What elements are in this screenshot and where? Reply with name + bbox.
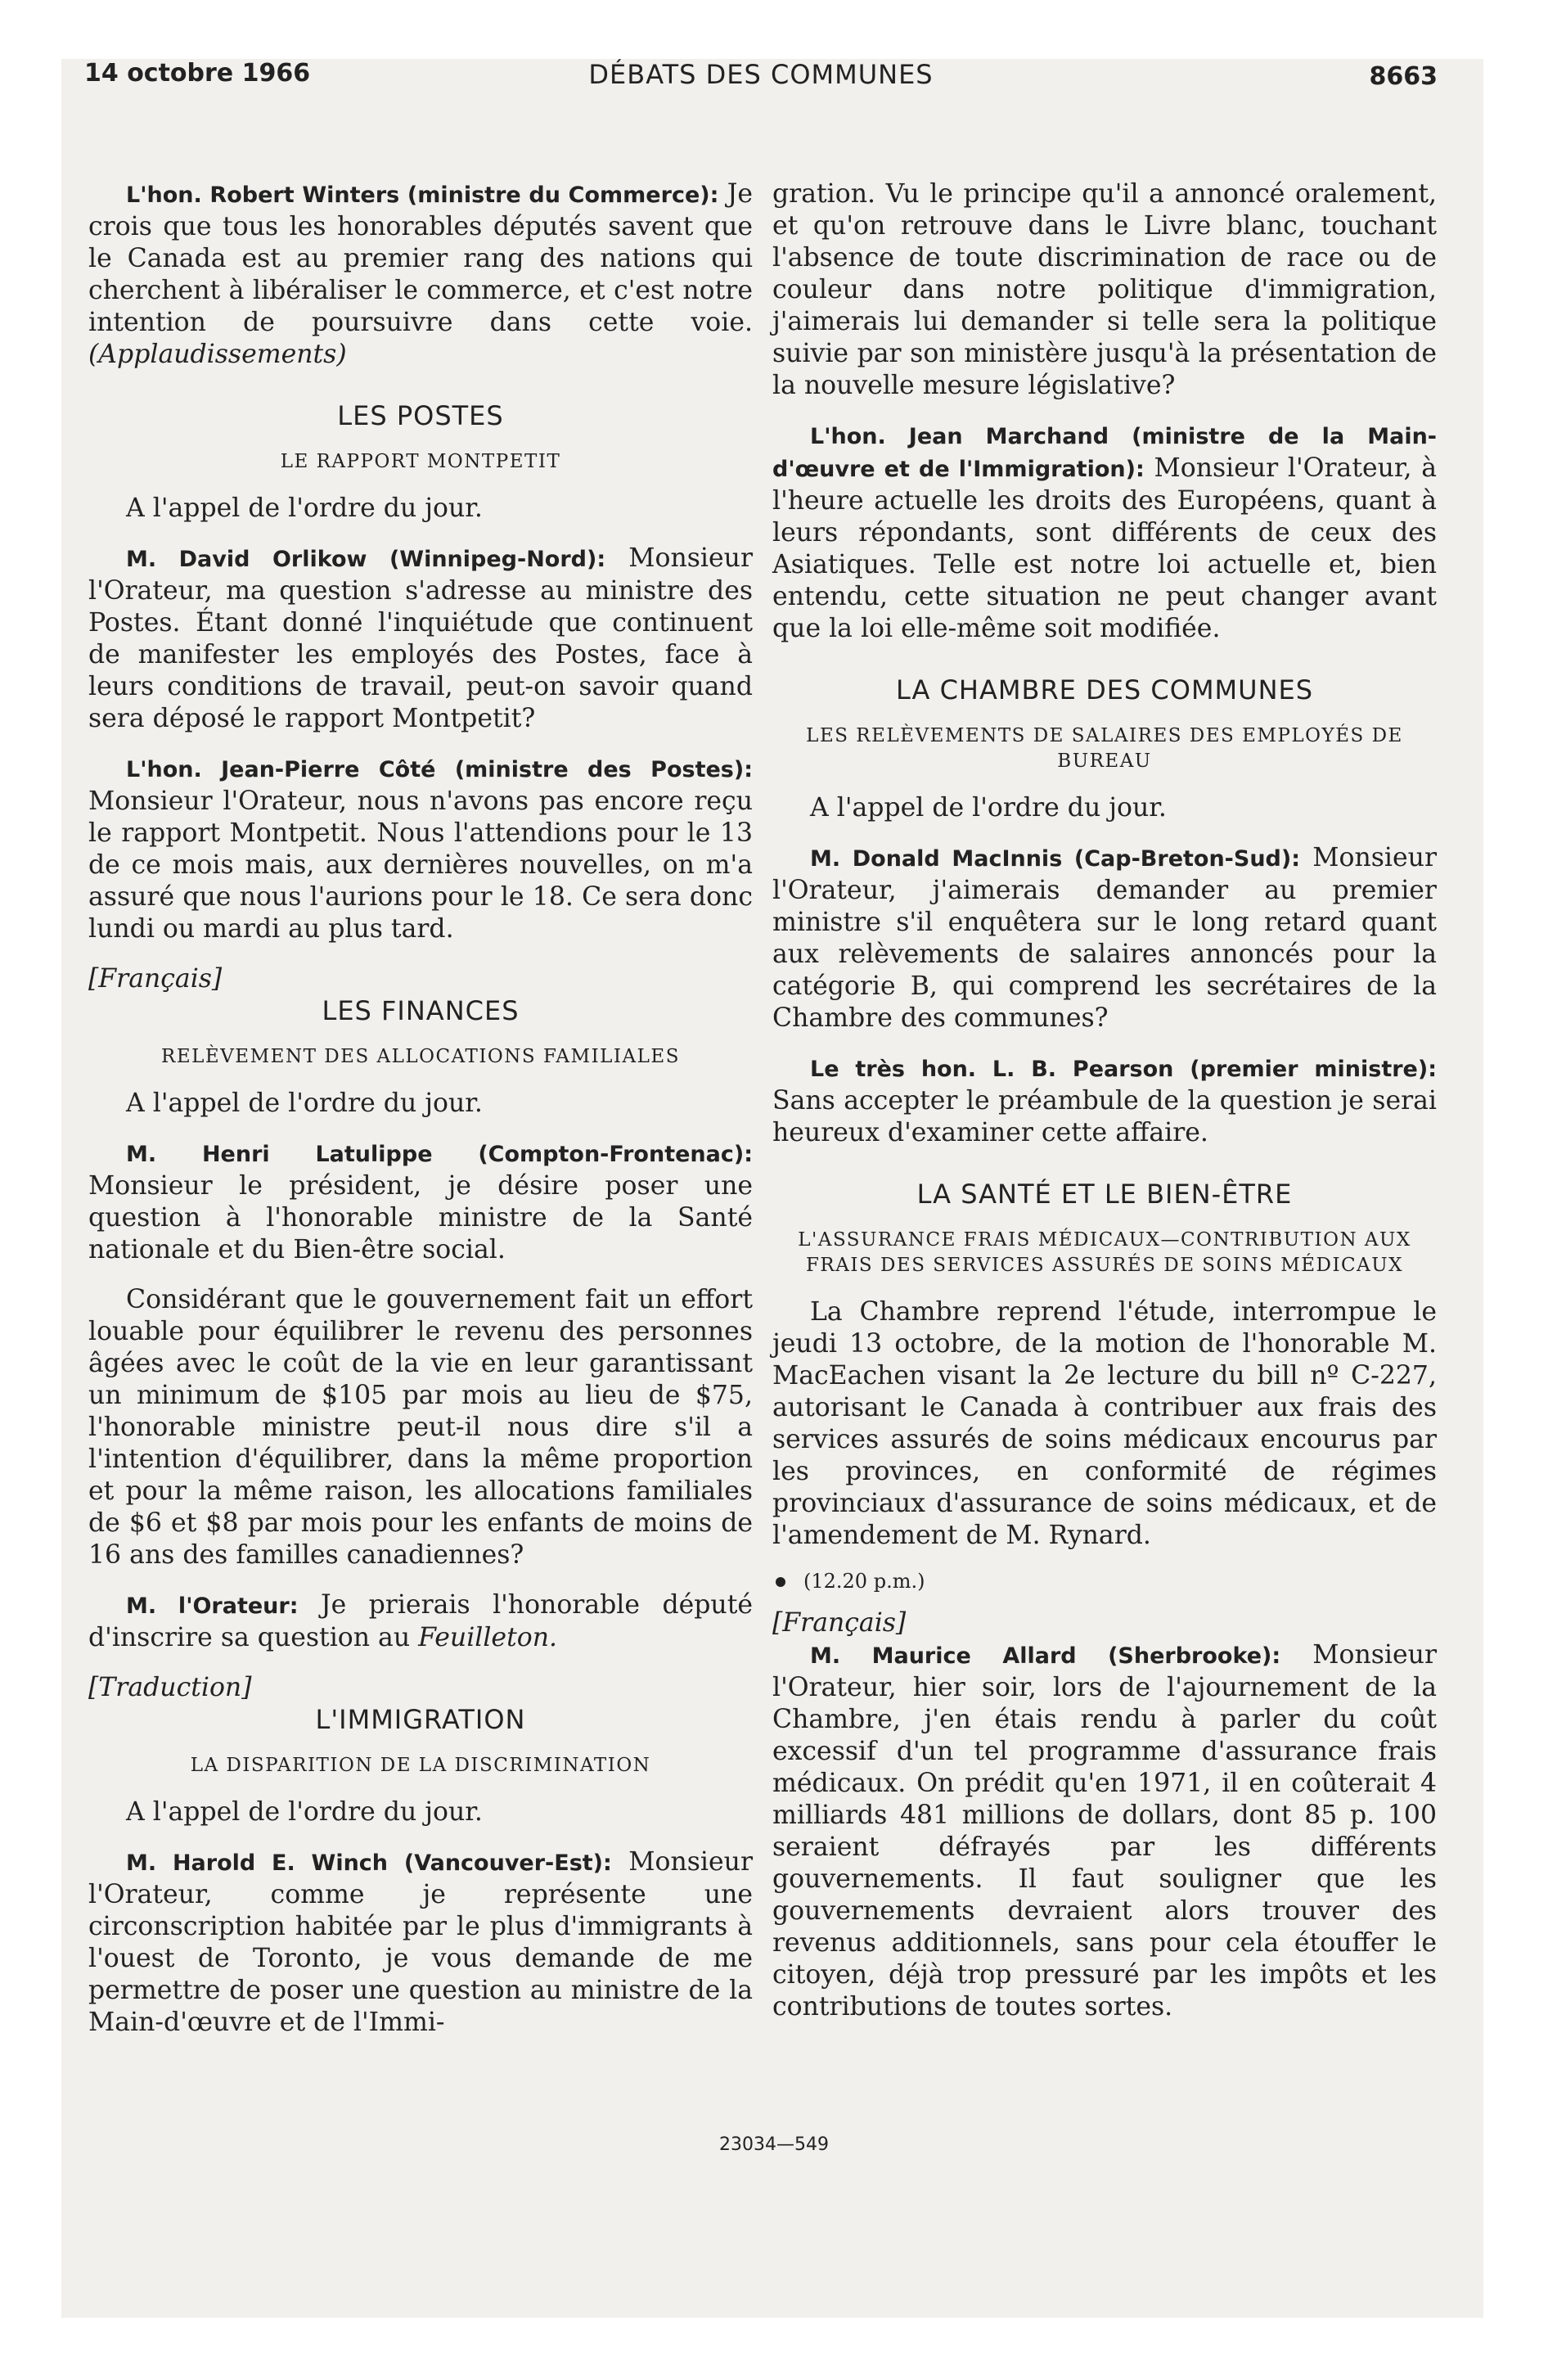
paragraph [88,1138,753,1266]
paragraph-text: Je crois que tous les honorables députés savent que le Canada est au premier rang des nations qui cherchent à libéraliser le commerce, et c'est notre intention de poursuivre dans cette voie. [88,179,754,337]
paragraph [772,842,1437,1034]
order-of-day: A l'appel de l'ordre du jour. [810,793,1167,823]
left-column [88,178,753,2057]
paragraph-text: Monsieur le président, je désire poser une question à l'honorable ministre de la Santé nationale et du Bien-être social. [88,1171,753,1264]
paragraph-text: Monsieur l'Orateur, j'aimerais demander au premier ministre s'il enquêtera sur le long retard quant aux relèvements de salaires annoncés pour la catégorie B, qui comprend les secrétaires de la Chambre des communes? [772,843,1437,1033]
paragraph [772,1639,1437,2023]
paragraph [772,420,1437,645]
order-of-day: A l'appel de l'ordre du jour. [126,1089,483,1118]
feuilleton-ref: Feuilleton. [418,1623,557,1652]
paragraph [88,1846,753,2039]
paragraph: La Chambre reprend l'étude, interrompue le jeudi 13 octobre, de la motion de l'honorable M. MacEachen visant la 2e lecture du bill nº C-227, autorisant le Canada à contribuer aux frais des services assurés de soins médicaux encourus par les provinces, en conformité de régimes provinciaux d'assurance de soins médicaux, et de l'amendement de M. Rynard. [772,1297,1437,1550]
language-tag-francais: [Français] [88,964,223,994]
applause-note: (Applaudissements) [88,340,347,369]
subheading-rapport-montpetit: LE RAPPORT MONTPETIT [280,451,561,472]
language-tag-traduction: [Traduction] [88,1673,252,1702]
section-heading-finances: LES FINANCES [322,995,520,1026]
language-tag-francais: [Français] [772,1608,907,1638]
speaker: M. l'Orateur: [126,1593,299,1619]
speaker: M. Maurice Allard (Sherbrooke): [810,1643,1281,1669]
paragraph-text: Monsieur l'Orateur, nous n'avons pas encore reçu le rapport Montpetit. Nous l'attendions pour le 13 de ce mois mais, aux dernières nouvelles, on m'a assuré que nous l'aurions pour le 18. Ce sera donc lundi ou mardi au plus tard. [88,787,753,944]
section-heading-sante: LA SANTÉ ET LE BIEN-ÊTRE [916,1179,1293,1210]
paragraph: Considérant que le gouvernement fait un effort louable pour équilibrer le revenu des personnes âgées avec le coût de la vie en leur garantissant un minimum de $105 par mois au lieu de $75, l'honorable ministre peut-il nous dire s'il a l'intention d'équilibrer, dans la même proportion et pour la même raison, les allocations familiales de $6 et $8 par mois pour les enfants de moins de 16 ans des familles canadiennes? [88,1285,753,1570]
speaker: M. Donald MacInnis (Cap-Breton-Sud): [810,846,1301,872]
order-of-day: A l'appel de l'ordre du jour. [126,1797,483,1827]
paragraph [88,753,753,945]
subheading-allocations: RELÈVEMENT DES ALLOCATIONS FAMILIALES [161,1046,680,1067]
paragraph [88,1589,753,1654]
paragraph [88,543,753,735]
paragraph: gration. Vu le principe qu'il a annoncé oralement, et qu'on retrouve dans le Livre blanc, touchant l'absence de toute discrimination de race ou de couleur dans notre politique d'immigration, j'aimerais lui demander si telle sera la politique suivie par son ministère jusqu'à la présentation de la nouvelle mesure législative? [772,179,1437,400]
speaker: M. David Orlikow (Winnipeg-Nord): [126,547,606,572]
section-heading-chambre: LA CHAMBRE DES COMMUNES [895,674,1314,705]
paragraph-text: Sans accepter le préambule de la question je serai heureux d'examiner cette affaire. [772,1086,1437,1147]
right-column [772,178,1437,2041]
paragraph [88,178,753,371]
timestamp [772,1570,1437,1593]
paragraph-text: Je prierais l'honorable député d'inscrire sa question au [88,1590,754,1652]
page-number: 8663 [1369,62,1438,91]
speaker: Le très hon. L. B. Pearson (premier ministre): [810,1057,1437,1082]
subheading-discrimination: LA DISPARITION DE LA DISCRIMINATION [190,1755,651,1776]
paragraph-text: Monsieur l'Orateur, ma question s'adresse au ministre des Postes. Étant donné l'inquiétude que continuent de manifester les employés des Postes, face à leurs conditions de travail, peut-on savoir quand sera déposé le rapport Montpetit? [88,543,753,733]
section-heading-postes: LES POSTES [337,400,504,431]
paragraph-text: Monsieur l'Orateur, comme je représente une circonscription habitée par le plus d'immigrants à l'ouest de Toronto, je vous demande de me permettre de poser une question au ministre de la Main-d'œuvre et de l'Immi- [88,1847,753,2037]
paragraph-text: Monsieur l'Orateur, à l'heure actuelle les droits des Européens, quant à leurs répondants, sont différents de ceux des Asiatiques. Telle est notre loi actuelle et, bien entendu, cette situation ne peut changer avant que la loi elle-même soit modifiée. [772,453,1438,643]
speaker: M. Harold E. Winch (Vancouver-Est): [126,1850,612,1876]
speaker: L'hon. Jean-Pierre Côté (ministre des Postes): [126,757,753,782]
subheading-salaires: LES RELÈVEMENTS DE SALAIRES DES EMPLOYÉS DE BUREAU [806,725,1403,772]
section-heading-immigration: L'IMMIGRATION [315,1704,526,1735]
page-header [84,59,1438,108]
header-date: 14 octobre 1966 [84,59,311,88]
paragraph [772,1053,1437,1149]
bullet-icon [776,1577,785,1587]
speaker: M. Henri Latulippe (Compton-Frontenac): [126,1142,753,1167]
header-title: DÉBATS DES COMMUNES [588,59,934,90]
time-text: (12.20 p.m.) [803,1570,925,1593]
speaker: L'hon. Jean Marchand (ministre de la Main-d'œuvre et de l'Immigration): [772,424,1437,482]
paragraph-text: Monsieur l'Orateur, hier soir, lors de l'ajournement de la Chambre, j'en étais rendu à parler du coût excessif d'un tel programme d'assurance frais médicaux. On prédit qu'en 1971, il en coûterait 4 milliards 481 millions de dollars, dont 85 p. 100 seraient défrayés par les différents gouvernements. Il faut souligner que les gouvernements devraient alors trouver des revenus additionnels, sans pour cela étouffer le citoyen, déjà trop pressuré par les impôts et les contributions de toutes sortes. [772,1640,1437,2022]
subheading-assurance: L'ASSURANCE FRAIS MÉDICAUX—CONTRIBUTION AUX FRAIS DES SERVICES ASSURÉS DE SOINS MÉDICAUX [798,1229,1411,1276]
order-of-day: A l'appel de l'ordre du jour. [126,494,483,523]
speaker: L'hon. Robert Winters (ministre du Commerce): [126,183,719,208]
footer-code: 23034—549 [719,2134,829,2155]
